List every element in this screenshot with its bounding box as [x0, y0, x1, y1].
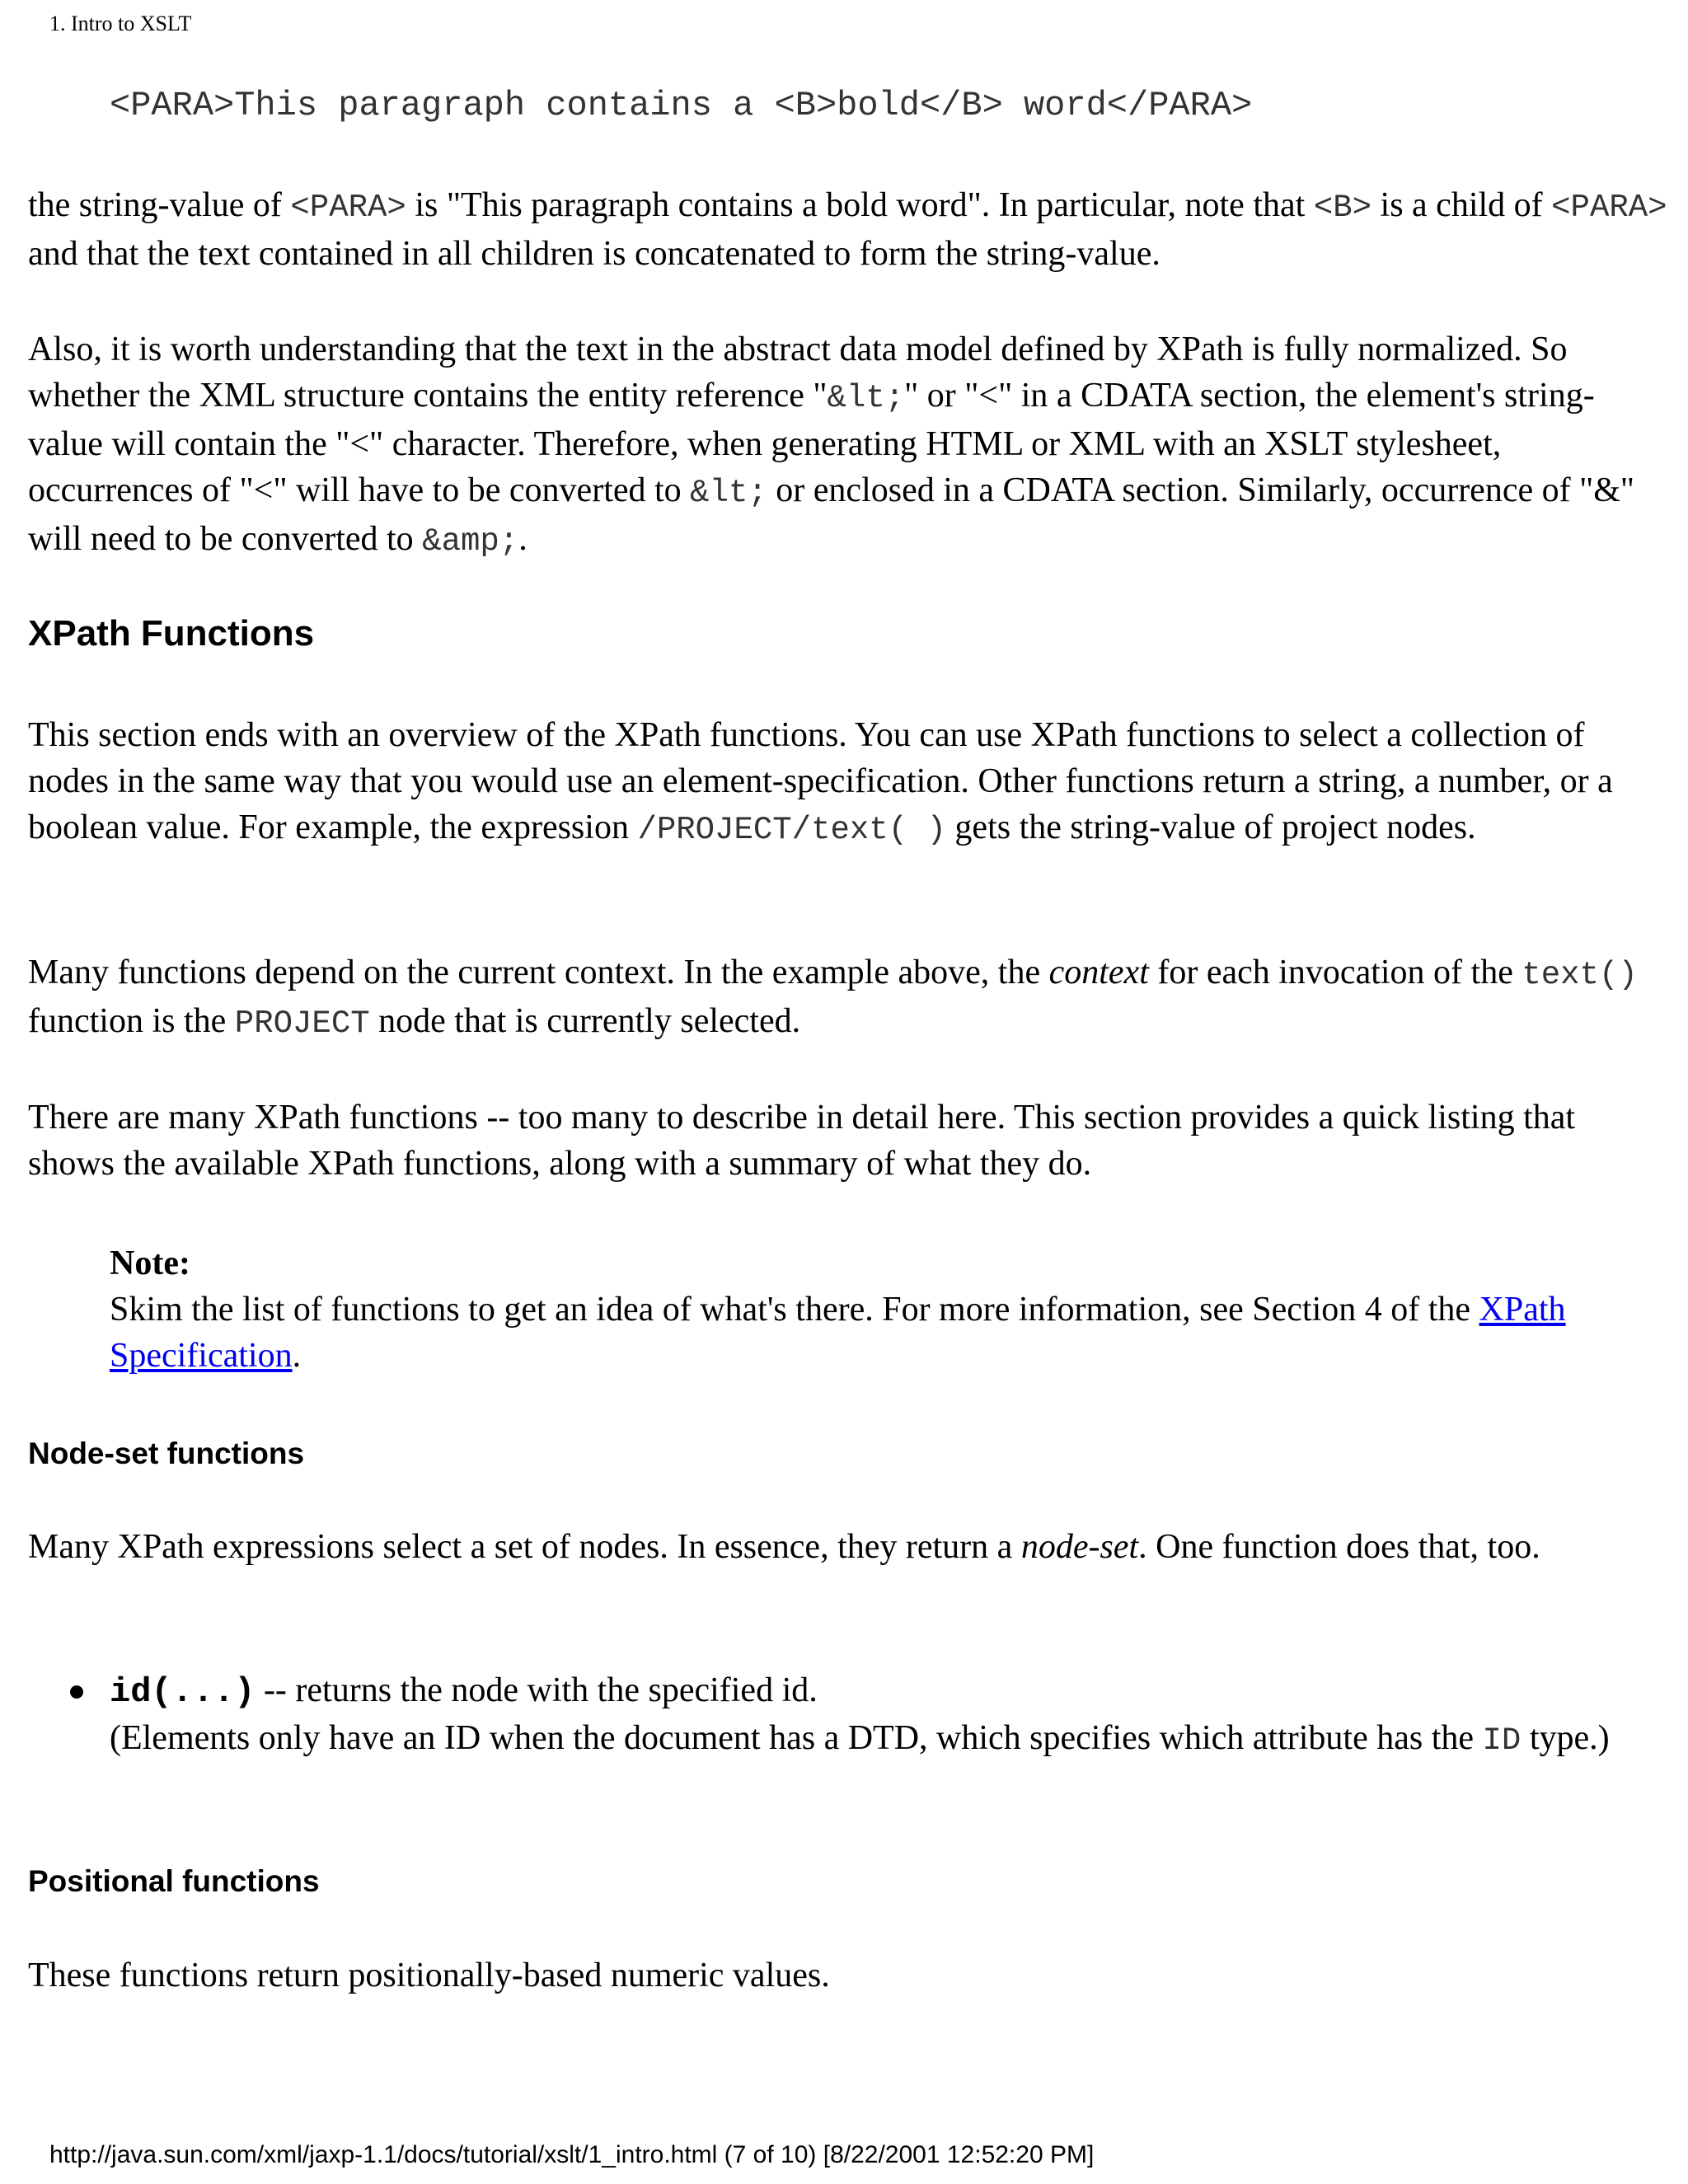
heading-nodeset-functions: Node-set functions — [28, 1436, 305, 1470]
paragraph-normalized-text: Also, it is worth understanding that the text in the abstract data model defined by XPath is fully normalized. So whether the XML structure contains the entity reference "&lt;" or "<" in a CDATA section, the element's string-value will contain the "<" character. Therefore, when generating HTML or XML with an XSLT stylesheet, occurrences of "<" will have to be converted to &lt; or enclosed in a CDATA section. Similarly, occurrence of "&" will need to be converted to &amp;. — [28, 330, 1635, 560]
list-item-id-function: id(...) -- returns the node with the specified id. (Elements only have an ID when the document has a DTD, which specifies which attribute has the ID type.) — [110, 1667, 1643, 1764]
note-label: Note: — [110, 1244, 190, 1282]
page-header: 1. Intro to XSLT — [49, 12, 192, 35]
code-sample: <PARA>This paragraph contains a <B>bold</B> word</PARA> — [110, 86, 1253, 125]
page-footer: http://java.sun.com/xml/jaxp-1.1/docs/tutorial/xslt/1_intro.html (7 of 10) [8/22/2001 12:52:20 PM] — [49, 2141, 1095, 2168]
xpath-specification-link[interactable]: XPath Specification — [110, 1291, 1566, 1375]
paragraph-many-functions: There are many XPath functions -- too many to describe in detail here. This section provides a quick listing that shows the available XPath functions, along with a summary of what they do. — [28, 1099, 1576, 1183]
bullet-icon — [70, 1685, 83, 1699]
heading-xpath-functions: XPath Functions — [28, 613, 315, 654]
paragraph-functions-overview: This section ends with an overview of the XPath functions. You can use XPath functions to select a collection of nodes in the same way that you would use an element-specification. Other functions return a string, a number, or a boolean value. For example, the expression /PROJECT/text( ) gets the string-value of project nodes. — [28, 716, 1613, 848]
heading-positional-functions: Positional functions — [28, 1864, 320, 1898]
paragraph-positional: These functions return positionally-based numeric values. — [28, 1957, 830, 1994]
paragraph-context: Many functions depend on the current context. In the example above, the context for each invocation of the text() function is the PROJECT node that is currently selected. — [28, 954, 1638, 1042]
note-text: Skim the list of functions to get an idea of what's there. For more information, see Section 4 of the XPath Specification. — [110, 1291, 1566, 1375]
note-box — [110, 1240, 1593, 1379]
paragraph-string-value: the string-value of <PARA> is "This paragraph contains a bold word". In particular, note that <B> is a child of <PARA> and that the text contained in all children is concatenated to form the string-value. — [28, 186, 1667, 273]
function-list — [110, 1667, 1643, 1764]
paragraph-nodeset: Many XPath expressions select a set of nodes. In essence, they return a node-set. One function does that, too. — [28, 1528, 1540, 1566]
